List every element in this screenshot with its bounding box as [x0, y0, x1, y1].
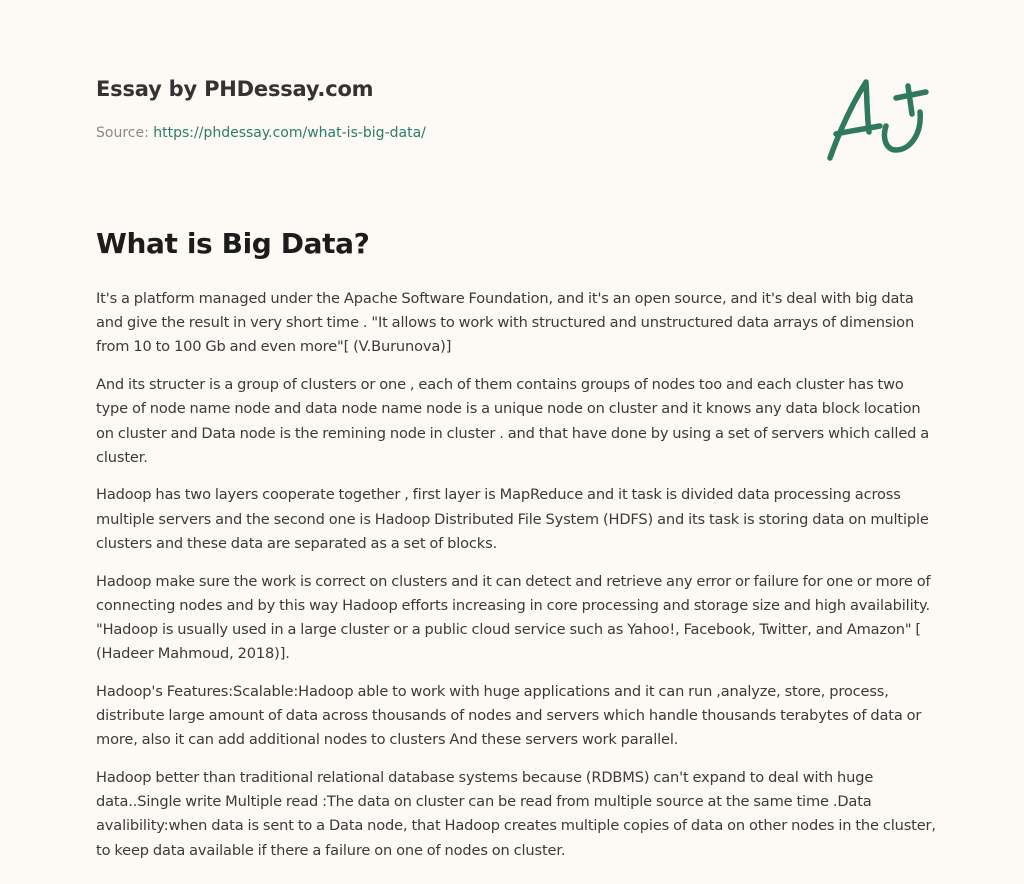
source-link[interactable]: https://phdessay.com/what-is-big-data/	[153, 125, 426, 141]
brand-title: Essay by PHDessay.com	[96, 77, 374, 101]
essay-title: What is Big Data?	[96, 227, 370, 260]
essay-paragraph: Hadoop's Features:Scalable:Hadoop able to work with huge applications and it can run ,analyze, store, process, distribute large amount of data across thousands of nodes and servers which handle thousands terabytes of data or more, also it can add additional nodes to clusters And these servers work parallel.	[96, 682, 922, 749]
essay-paragraph: Hadoop make sure the work is correct on clusters and it can detect and retrieve any error or failure for one or more of connecting nodes and by this way Hadoop efforts increasing in core processing and storage size and high availability. "Hadoop is usually used in a large cluster or a public cloud service such as Yahoo!, Facebook, Twitter, and Amazon" [ (Hadeer Mahmoud, 2018)].	[96, 572, 931, 663]
a-plus-grade-icon	[822, 68, 932, 168]
source-line	[96, 123, 936, 143]
essay-paragraph: And its structer is a group of clusters or one , each of them contains groups of nodes too and each cluster has two type of node name node and data node name node is a unique node on cluster and it knows any data block location on cluster and Data node is the remining node in cluster . and that have done by using a set of servers which called a cluster.	[96, 376, 930, 466]
essay-article	[96, 224, 936, 876]
essay-paragraph: Hadoop has two layers cooperate together , first layer is MapReduce and it task is divided data processing across multiple servers and the second one is Hadoop Distributed File System (HDFS) and its task is storing data on multiple clusters and these data are separated as a set of blocks.	[96, 486, 929, 552]
essay-paragraph: It's a platform managed under the Apache Software Foundation, and it's an open source, and it's deal with big data and give the result in very short time . "It allows to work with structured and unstructured data arrays of dimension from 10 to 100 Gb and even more"[ (V.Burunova)]	[96, 290, 915, 356]
essay-paragraph: Hadoop better than traditional relational database systems because (RDBMS) can't expand to deal with huge data..Single write Multiple read :The data on cluster can be read from multiple source at the same time .Data avalibility:when data is sent to a Data node, that Hadoop creates multiple copies of data on other nodes in the cluster, to keep data available if there a failure on one of nodes on cluster.	[96, 768, 936, 859]
page-header	[96, 74, 936, 143]
source-label: Source:	[96, 125, 149, 141]
